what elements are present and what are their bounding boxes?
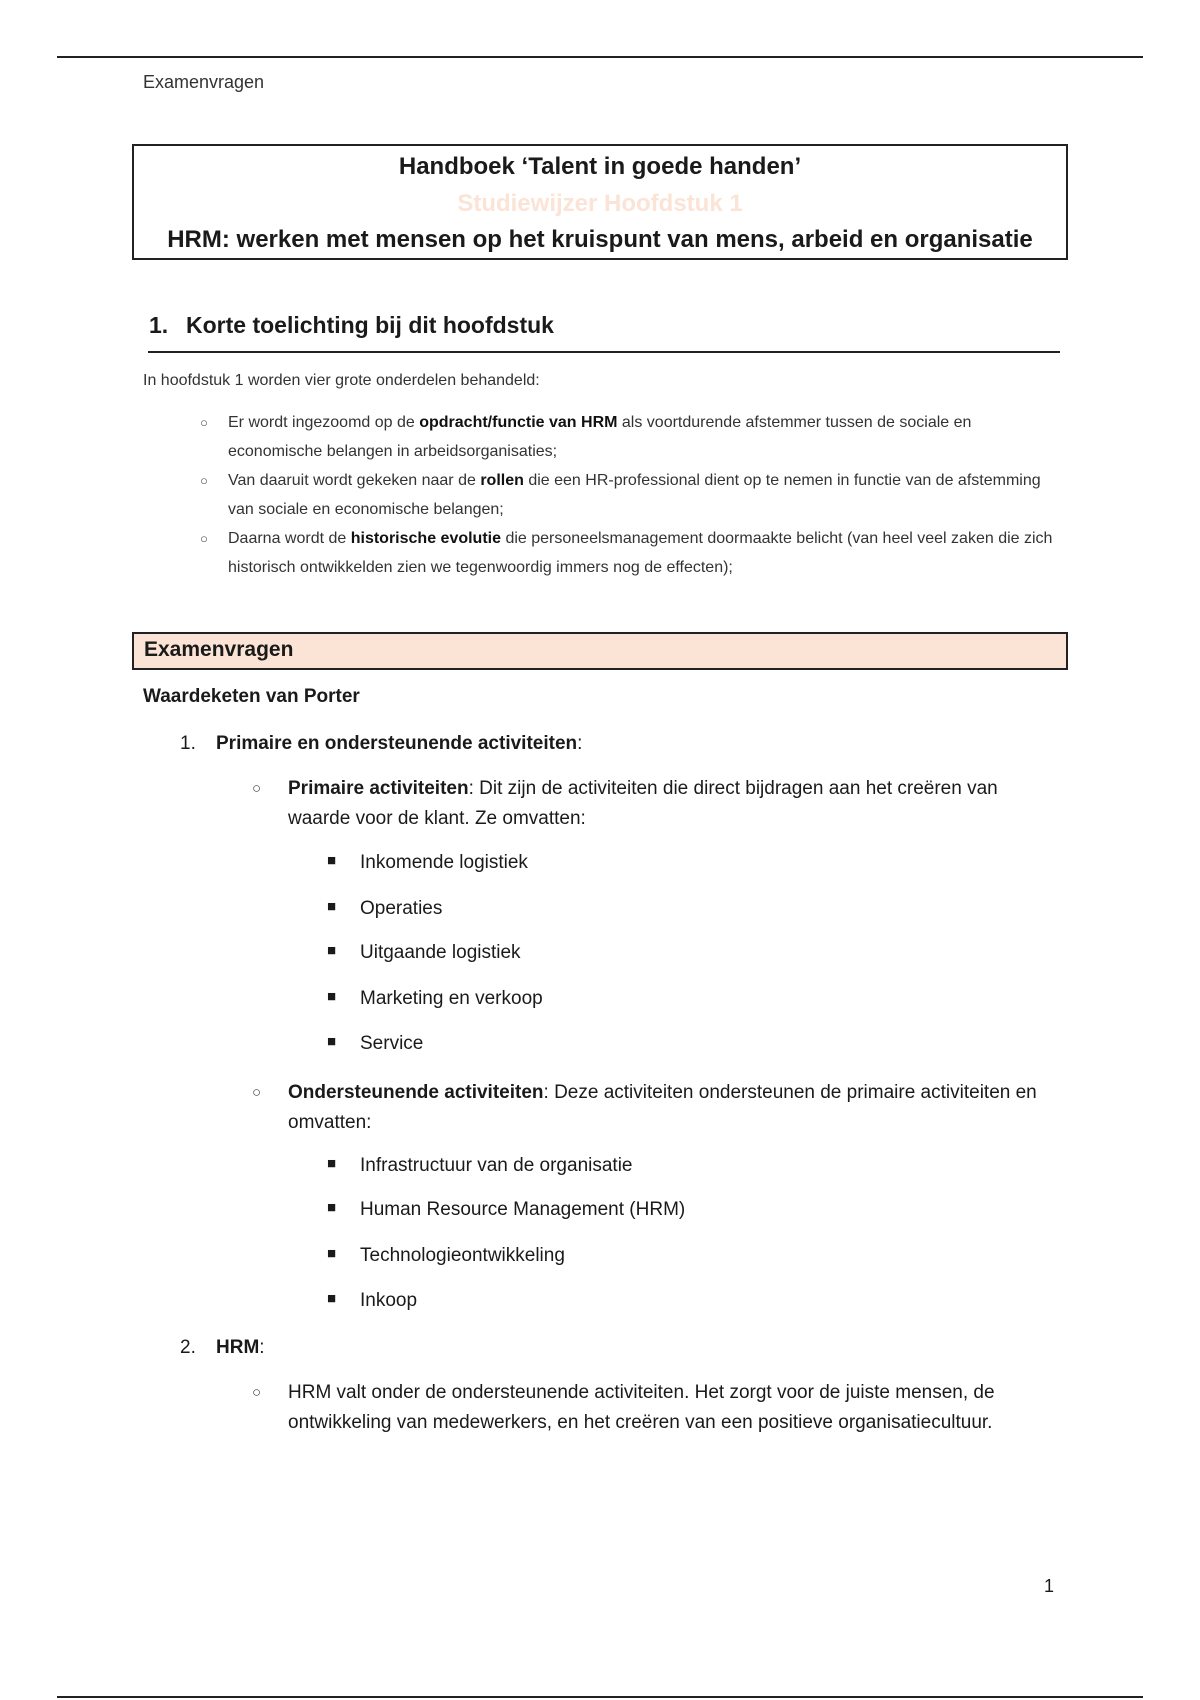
support-text: : Deze activiteiten ondersteunen de primaire activiteiten en omvatten: (288, 1082, 1037, 1133)
square-bullet-icon: ■ (327, 898, 337, 915)
item-suffix: : (259, 1337, 265, 1358)
item-number: 1. (180, 733, 196, 754)
list-item (327, 1290, 418, 1312)
study-guide-subtitle: Studiewijzer Hoofdstuk 1 (457, 190, 743, 217)
bullet-text: die een HR-professional dient op te nemen in functie van de afstemming van sociale en economische belangen; (228, 472, 1041, 518)
list-item (327, 898, 443, 920)
square-bullet-icon: ■ (327, 988, 337, 1005)
circle-bullet-icon: ○ (252, 1384, 262, 1401)
square-bullet-icon: ■ (327, 852, 337, 869)
title-box (132, 144, 1068, 260)
list-item (327, 1155, 633, 1177)
bullet-text: als voortdurende afstemmer tussen de sociale en economische belangen in arbeidsorganisaties; (228, 414, 972, 460)
section-intro: In hoofdstuk 1 worden vier grote onderdelen behandeld: (143, 372, 540, 389)
bullet-bold: opdracht/functie van HRM (419, 414, 618, 431)
item-suffix: : (577, 733, 583, 754)
circle-bullet-icon: ○ (200, 415, 208, 430)
list-item (327, 1245, 565, 1267)
hrm-text: HRM valt onder de ondersteunende activiteiten. Het zorgt voor de juiste mensen, de ontwikkeling van medewerkers, en het creëren van een positieve organisatiecultuur. (288, 1382, 995, 1433)
square-bullet-icon: ■ (327, 1199, 337, 1216)
primary-label: Primaire activiteiten (288, 778, 469, 799)
list-item (327, 1199, 686, 1221)
list-item (200, 466, 1060, 524)
support-activities (252, 1078, 1058, 1138)
bullet-text: Er wordt ingezoomd op de (228, 414, 420, 431)
list-item-text: Uitgaande logistiek (360, 942, 521, 963)
bullet-text: Van daaruit wordt gekeken naar de (228, 472, 481, 489)
list-item (327, 942, 521, 964)
list-item (200, 408, 1060, 466)
topic-title: Waardeketen van Porter (143, 686, 360, 707)
circle-bullet-icon: ○ (252, 780, 262, 797)
square-bullet-icon: ■ (327, 1245, 337, 1262)
list-item (327, 1033, 424, 1055)
page-header-label: Examenvragen (143, 72, 265, 92)
section-rule (148, 351, 1060, 353)
page-number: 1 (1044, 1576, 1055, 1596)
section-title: Korte toelichting bij dit hoofdstuk (186, 312, 554, 338)
list-item (200, 524, 1060, 582)
square-bullet-icon: ■ (327, 1033, 337, 1050)
list-item-text: Marketing en verkoop (360, 988, 543, 1009)
circle-bullet-icon: ○ (200, 531, 208, 546)
circle-bullet-icon: ○ (252, 1084, 262, 1101)
item-title: Primaire en ondersteunende activiteiten (216, 733, 578, 754)
chapter-title: HRM: werken met mensen op het kruispunt van mens, arbeid en organisatie (167, 226, 1033, 253)
list-item-text: Inkoop (360, 1290, 418, 1311)
bullet-text: die personeelsmanagement doormaakte belicht (van heel veel zaken die zich historisch ontwikkelden zien we tegenwoordig immers nog de effecten); (228, 530, 1053, 576)
list-item (327, 988, 543, 1010)
bullet-bold: historische evolutie (350, 530, 501, 547)
list-item-text: Infrastructuur van de organisatie (360, 1155, 633, 1176)
footer-rule (57, 1696, 1143, 1698)
numbered-item (180, 733, 582, 755)
chapter-parts-list (200, 408, 1060, 582)
support-label: Ondersteunende activiteiten (288, 1082, 544, 1103)
list-item-text: Service (360, 1033, 424, 1054)
square-bullet-icon: ■ (327, 942, 337, 959)
square-bullet-icon: ■ (327, 1290, 337, 1307)
primary-text: : Dit zijn de activiteiten die direct bijdragen aan het creëren van waarde voor de klant. Ze omvatten: (288, 778, 998, 829)
numbered-item (180, 1337, 265, 1359)
bullet-text: Daarna wordt de (228, 530, 351, 547)
square-bullet-icon: ■ (327, 1155, 337, 1172)
list-item-text: Human Resource Management (HRM) (360, 1199, 686, 1220)
header-rule (57, 56, 1143, 58)
circle-bullet-icon: ○ (200, 473, 208, 488)
list-item-text: Operaties (360, 898, 443, 919)
section-heading (149, 312, 554, 339)
list-item-text: Inkomende logistiek (360, 852, 528, 873)
list-item-text: Technologieontwikkeling (360, 1245, 565, 1266)
item-number: 2. (180, 1337, 196, 1358)
list-item (327, 852, 528, 874)
bullet-bold: rollen (480, 472, 524, 489)
handbook-title: Handboek ‘Talent in goede handen’ (398, 153, 802, 180)
hrm-description (252, 1378, 1058, 1438)
item-title: HRM (216, 1337, 260, 1358)
exam-heading-box: Examenvragen (132, 632, 1068, 670)
primary-activities (252, 774, 1058, 834)
section-number: 1. (149, 312, 169, 338)
